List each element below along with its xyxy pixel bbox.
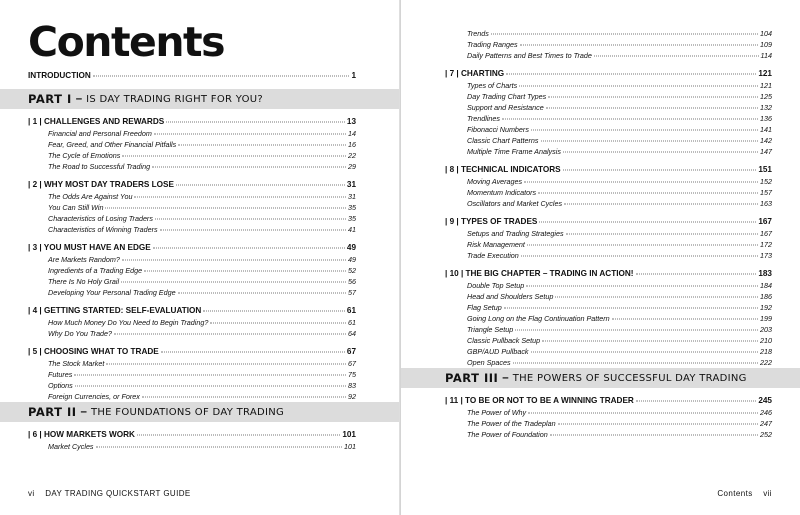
toc-section-entry[interactable]	[467, 113, 772, 124]
toc-entry-label: Why Do You Trade?	[48, 329, 113, 338]
toc-spacer	[0, 422, 399, 429]
toc-section-entry[interactable]	[48, 369, 356, 380]
toc-section-entry[interactable]	[467, 357, 772, 368]
dot-leader	[531, 352, 758, 353]
dot-leader	[504, 308, 758, 309]
toc-entry-label: | 3 | YOU MUST HAVE AN EDGE	[28, 243, 151, 252]
dot-leader	[134, 197, 346, 198]
toc-page-number: 203	[760, 325, 772, 334]
toc-entry-label: Developing Your Personal Trading Edge	[48, 288, 176, 297]
toc-page-number: 142	[760, 136, 772, 145]
toc-chapter-entry[interactable]	[28, 305, 356, 317]
right-footer	[717, 489, 772, 498]
toc-entry-label: The Road to Successful Trading	[48, 162, 151, 171]
toc-section-entry[interactable]	[467, 250, 772, 261]
toc-section-entry[interactable]	[48, 191, 356, 202]
toc-chapter-entry[interactable]	[28, 70, 356, 82]
toc-page-number: 252	[760, 430, 772, 439]
toc-section-entry[interactable]	[467, 50, 772, 61]
toc-entry-label: Foreign Currencies, or Forex	[48, 392, 140, 401]
dot-leader	[521, 256, 758, 257]
toc-chapter-entry[interactable]	[28, 346, 356, 358]
toc-spacer	[0, 172, 399, 179]
toc-spacer	[401, 209, 800, 216]
dot-leader	[74, 375, 346, 376]
toc-entry-label: Characteristics of Winning Traders	[48, 225, 158, 234]
toc-page-number: 121	[758, 69, 772, 78]
toc-section-entry[interactable]	[48, 150, 356, 161]
toc-entry-label: Double Top Setup	[467, 281, 525, 290]
toc-page-number: 173	[760, 251, 772, 260]
toc-entry-label: Going Long on the Flag Continuation Pattern	[467, 314, 610, 323]
toc-page-number: 35	[348, 214, 356, 223]
toc-entry-label: Types of Charts	[467, 81, 518, 90]
toc-section-entry[interactable]	[467, 102, 772, 113]
toc-page-number: 141	[760, 125, 772, 134]
toc-page-number: 29	[348, 162, 356, 171]
toc-page-number: 101	[342, 430, 356, 439]
toc-entry-label: Fear, Greed, and Other Financial Pitfalls	[48, 140, 177, 149]
toc-entry-label: Head and Shoulders Setup	[467, 292, 554, 301]
part-number: PART I	[28, 92, 72, 106]
part-title: THE POWERS OF SUCCESSFUL DAY TRADING	[512, 372, 747, 384]
toc-page-number: 245	[758, 396, 772, 405]
toc-entry-label: | 1 | CHALLENGES AND REWARDS	[28, 117, 165, 126]
toc-entry-label: Moving Averages	[467, 177, 523, 186]
part-dash: –	[502, 372, 509, 384]
toc-entry-label: The Power of the Tradeplan	[467, 419, 556, 428]
toc-spacer	[0, 339, 399, 346]
dot-leader	[555, 297, 758, 298]
toc-page-number: 41	[348, 225, 356, 234]
toc-section-entry[interactable]	[467, 335, 772, 346]
toc-entry-label: Trading Ranges	[467, 40, 518, 49]
dot-leader	[541, 141, 759, 142]
toc-page-number: 1	[351, 71, 356, 80]
dot-leader	[636, 274, 757, 275]
footer-running-head: Contents	[717, 489, 753, 498]
toc-page-number: 109	[760, 40, 772, 49]
dot-leader	[558, 424, 758, 425]
toc-entry-label: | 4 | GETTING STARTED: SELF-EVALUATION	[28, 306, 202, 315]
toc-page-number: 16	[348, 140, 356, 149]
toc-entry-label: Fibonacci Numbers	[467, 125, 529, 134]
toc-entry-label: Are Markets Random?	[48, 255, 120, 264]
toc-entry-label: Trade Execution	[467, 251, 519, 260]
toc-page-number: 61	[348, 318, 356, 327]
dot-leader	[526, 286, 758, 287]
footer-book-title: DAY TRADING QUICKSTART GUIDE	[45, 489, 191, 498]
dot-leader	[93, 76, 350, 77]
toc-chapter-entry[interactable]	[445, 268, 772, 280]
toc-page-number: 104	[760, 29, 772, 38]
dot-leader	[153, 248, 345, 249]
toc-entry-label: Classic Pullback Setup	[467, 336, 541, 345]
toc-spacer	[401, 61, 800, 68]
toc-entry-label: | 11 | TO BE OR NOT TO BE A WINNING TRADER	[445, 396, 634, 405]
toc-section-entry[interactable]	[467, 346, 772, 357]
dot-leader	[550, 435, 758, 436]
toc-entry-label: You Can Still Win	[48, 203, 104, 212]
dot-leader	[527, 245, 758, 246]
toc-section-entry[interactable]	[48, 213, 356, 224]
right-page	[401, 0, 800, 515]
toc-entry-label: | 5 | CHOOSING WHAT TO TRADE	[28, 347, 159, 356]
toc-section-entry[interactable]	[48, 317, 356, 328]
toc-spacer	[0, 109, 399, 116]
left-footer	[28, 489, 191, 498]
toc-spacer	[401, 388, 800, 395]
dot-leader	[594, 56, 759, 57]
toc-page-number: 114	[760, 51, 772, 60]
toc-entry-label: Open Spaces	[467, 358, 511, 367]
toc-section-entry[interactable]	[48, 441, 356, 452]
toc-entry-label: Trendlines	[467, 114, 501, 123]
toc-entry-label: | 9 | TYPES OF TRADES	[445, 217, 538, 226]
toc-entry-label: GBP/AUD Pullback	[467, 347, 529, 356]
toc-section-entry[interactable]	[467, 91, 772, 102]
toc-page-number: 167	[760, 229, 772, 238]
toc-spacer	[401, 261, 800, 268]
toc-entry-label: The Cycle of Emotions	[48, 151, 121, 160]
dot-leader	[539, 222, 756, 223]
toc-entry-label: The Power of Why	[467, 408, 527, 417]
dot-leader	[142, 397, 346, 398]
toc-page-number: 125	[760, 92, 772, 101]
toc-section-entry[interactable]	[467, 313, 772, 324]
part-dash: –	[75, 93, 83, 105]
dot-leader	[178, 145, 346, 146]
toc-entry-label: Market Cycles	[48, 442, 94, 451]
toc-entry-label: Setups and Trading Strategies	[467, 229, 564, 238]
dot-leader	[75, 386, 346, 387]
dot-leader	[564, 204, 758, 205]
toc-page-number: 121	[760, 81, 772, 90]
toc-entry-label: | 6 | HOW MARKETS WORK	[28, 430, 135, 439]
toc-entry-label: Risk Management	[467, 240, 525, 249]
toc-page-number: 151	[758, 165, 772, 174]
dot-leader	[114, 334, 346, 335]
toc-entry-label: Financial and Personal Freedom	[48, 129, 152, 138]
toc-page-number: 83	[348, 381, 356, 390]
toc-entry-label: | 10 | THE BIG CHAPTER – TRADING IN ACTION!	[445, 269, 634, 278]
toc-entry-label: Support and Resistance	[467, 103, 544, 112]
toc-page-number: 61	[346, 306, 356, 315]
toc-section-entry[interactable]	[467, 146, 772, 157]
toc-section-entry[interactable]	[467, 80, 772, 91]
toc-chapter-entry[interactable]	[445, 164, 772, 176]
dot-leader	[636, 401, 757, 402]
dot-leader	[176, 185, 345, 186]
toc-section-entry[interactable]	[48, 265, 356, 276]
toc-page-number: 186	[760, 292, 772, 301]
toc-section-entry[interactable]	[467, 135, 772, 146]
toc-chapter-entry[interactable]	[445, 68, 772, 80]
toc-section-entry[interactable]	[467, 324, 772, 335]
dot-leader	[528, 413, 758, 414]
dot-leader	[152, 167, 346, 168]
toc-page-number: 167	[758, 217, 772, 226]
part-title: THE FOUNDATIONS OF DAY TRADING	[90, 406, 285, 418]
toc-entry-label: Futures	[48, 370, 73, 379]
dot-leader	[563, 152, 758, 153]
footer-page-number: vii	[763, 489, 772, 498]
part-number: PART II	[28, 405, 77, 419]
toc-page-number: 56	[348, 277, 356, 286]
toc-section-entry[interactable]	[467, 39, 772, 50]
dot-leader	[122, 260, 346, 261]
toc-page-number: 246	[760, 408, 772, 417]
toc-section-entry[interactable]	[48, 202, 356, 213]
toc-entry-label: | 2 | WHY MOST DAY TRADERS LOSE	[28, 180, 174, 189]
toc-page-number: 49	[348, 255, 356, 264]
toc-page-number: 163	[760, 199, 772, 208]
toc-section-entry[interactable]	[48, 224, 356, 235]
dot-leader	[137, 435, 340, 436]
toc-page-number: 49	[346, 243, 356, 252]
dot-leader	[531, 130, 758, 131]
toc-section-entry[interactable]	[467, 407, 772, 418]
toc-page-number: 92	[348, 392, 356, 401]
toc-section-entry[interactable]	[467, 198, 772, 209]
dot-leader	[161, 352, 345, 353]
toc-entry-label: Ingredients of a Trading Edge	[48, 266, 143, 275]
dot-leader	[566, 234, 758, 235]
toc-chapter-entry[interactable]	[445, 395, 772, 407]
toc-section-entry[interactable]	[48, 276, 356, 287]
dot-leader	[506, 74, 756, 75]
toc-page-number: 75	[348, 370, 356, 379]
toc-page-number: 13	[346, 117, 356, 126]
dot-leader	[96, 447, 342, 448]
part-number: PART III	[445, 371, 499, 385]
toc-page-number: 192	[760, 303, 772, 312]
toc-spacer	[0, 82, 399, 89]
dot-leader	[538, 193, 758, 194]
left-page	[0, 0, 399, 515]
toc-section-entry[interactable]	[48, 287, 356, 298]
toc-page-number: 210	[760, 336, 772, 345]
dot-leader	[178, 293, 346, 294]
toc-page-number: 222	[760, 358, 772, 367]
toc-page-number: 199	[760, 314, 772, 323]
toc-page-number: 67	[348, 359, 356, 368]
toc-entry-label: Oscillators and Market Cycles	[467, 199, 563, 208]
toc-section-entry[interactable]	[467, 302, 772, 313]
dot-leader	[520, 45, 758, 46]
toc-chapter-entry[interactable]	[28, 179, 356, 191]
footer-page-number: vi	[28, 489, 35, 498]
toc-entry-label: Daily Patterns and Best Times to Trade	[467, 51, 592, 60]
toc-right	[401, 28, 800, 440]
toc-entry-label: Classic Chart Patterns	[467, 136, 539, 145]
toc-page-number: 64	[348, 329, 356, 338]
part-heading	[0, 89, 399, 109]
toc-spacer	[0, 298, 399, 305]
dot-leader	[519, 86, 758, 87]
toc-entry-label: Characteristics of Losing Traders	[48, 214, 153, 223]
part-dash: –	[80, 406, 87, 418]
toc-entry-label: Options	[48, 381, 73, 390]
toc-section-entry[interactable]	[48, 254, 356, 265]
toc-entry-label: | 8 | TECHNICAL INDICATORS	[445, 165, 561, 174]
toc-chapter-entry[interactable]	[28, 242, 356, 254]
toc-page-number: 218	[760, 347, 772, 356]
part-heading	[0, 402, 399, 422]
toc-page-number: 132	[760, 103, 772, 112]
toc-page-number: 14	[348, 129, 356, 138]
part-title: IS DAY TRADING RIGHT FOR YOU?	[86, 93, 264, 105]
toc-entry-label: How Much Money Do You Need to Begin Trading?	[48, 318, 209, 327]
toc-page-number: 157	[760, 188, 772, 197]
toc-page-number: 147	[760, 147, 772, 156]
dot-leader	[144, 271, 346, 272]
toc-section-entry[interactable]	[48, 358, 356, 369]
toc-page-number: 183	[758, 269, 772, 278]
dot-leader	[542, 341, 758, 342]
toc-chapter-entry[interactable]	[445, 216, 772, 228]
toc-entry-label: The Odds Are Against You	[48, 192, 133, 201]
toc-section-entry[interactable]	[467, 429, 772, 440]
dot-leader	[122, 156, 346, 157]
toc-spacer	[401, 157, 800, 164]
toc-section-entry[interactable]	[467, 228, 772, 239]
toc-entry-label: Trends	[467, 29, 489, 38]
dot-leader	[121, 282, 346, 283]
toc-entry-label: There Is No Holy Grail	[48, 277, 120, 286]
dot-leader	[491, 34, 758, 35]
dot-leader	[106, 364, 346, 365]
toc-entry-label: The Stock Market	[48, 359, 105, 368]
toc-section-entry[interactable]	[48, 161, 356, 172]
toc-page-number: 22	[348, 151, 356, 160]
dot-leader	[154, 134, 346, 135]
dot-leader	[155, 219, 346, 220]
toc-chapter-entry[interactable]	[28, 429, 356, 441]
toc-spacer	[0, 235, 399, 242]
toc-section-entry[interactable]	[467, 418, 772, 429]
dot-leader	[513, 363, 758, 364]
part-heading	[401, 368, 800, 388]
toc-page-number: 31	[346, 180, 356, 189]
toc-page-number: 152	[760, 177, 772, 186]
toc-entry-label: INTRODUCTION	[28, 71, 91, 80]
toc-entry-label: Momentum Indicators	[467, 188, 537, 197]
dot-leader	[166, 122, 345, 123]
dot-leader	[160, 230, 346, 231]
toc-page-number: 67	[346, 347, 356, 356]
toc-section-entry[interactable]	[467, 124, 772, 135]
toc-entry-label: Day Trading Chart Types	[467, 92, 547, 101]
toc-section-entry[interactable]	[467, 291, 772, 302]
toc-section-entry[interactable]	[467, 187, 772, 198]
toc-page-number: 136	[760, 114, 772, 123]
toc-page-number: 101	[344, 442, 356, 451]
toc-page-number: 57	[348, 288, 356, 297]
toc-entry-label: The Power of Foundation	[467, 430, 548, 439]
toc-entry-label: Flag Setup	[467, 303, 502, 312]
dot-leader	[546, 108, 758, 109]
toc-section-entry[interactable]	[467, 280, 772, 291]
toc-section-entry[interactable]	[467, 239, 772, 250]
toc-section-entry[interactable]	[48, 139, 356, 150]
toc-entry-label: | 7 | CHARTING	[445, 69, 505, 78]
toc-left	[0, 70, 399, 452]
toc-page-number: 172	[760, 240, 772, 249]
toc-entry-label: Multiple Time Frame Analysis	[467, 147, 561, 156]
toc-page-number: 184	[760, 281, 772, 290]
dot-leader	[210, 323, 346, 324]
dot-leader	[548, 97, 758, 98]
dot-leader	[515, 330, 758, 331]
dot-leader	[502, 119, 758, 120]
toc-section-entry[interactable]	[467, 28, 772, 39]
toc-page-number: 247	[760, 419, 772, 428]
page-title: Contents	[28, 18, 225, 66]
toc-page-number: 35	[348, 203, 356, 212]
dot-leader	[563, 170, 757, 171]
toc-section-entry[interactable]	[48, 391, 356, 402]
dot-leader	[524, 182, 758, 183]
toc-page-number: 31	[348, 192, 356, 201]
toc-page-number: 52	[348, 266, 356, 275]
toc-section-entry[interactable]	[467, 176, 772, 187]
toc-section-entry[interactable]	[48, 128, 356, 139]
toc-section-entry[interactable]	[48, 380, 356, 391]
toc-chapter-entry[interactable]	[28, 116, 356, 128]
toc-entry-label: Triangle Setup	[467, 325, 514, 334]
dot-leader	[105, 208, 346, 209]
dot-leader	[203, 311, 345, 312]
dot-leader	[612, 319, 758, 320]
toc-section-entry[interactable]	[48, 328, 356, 339]
